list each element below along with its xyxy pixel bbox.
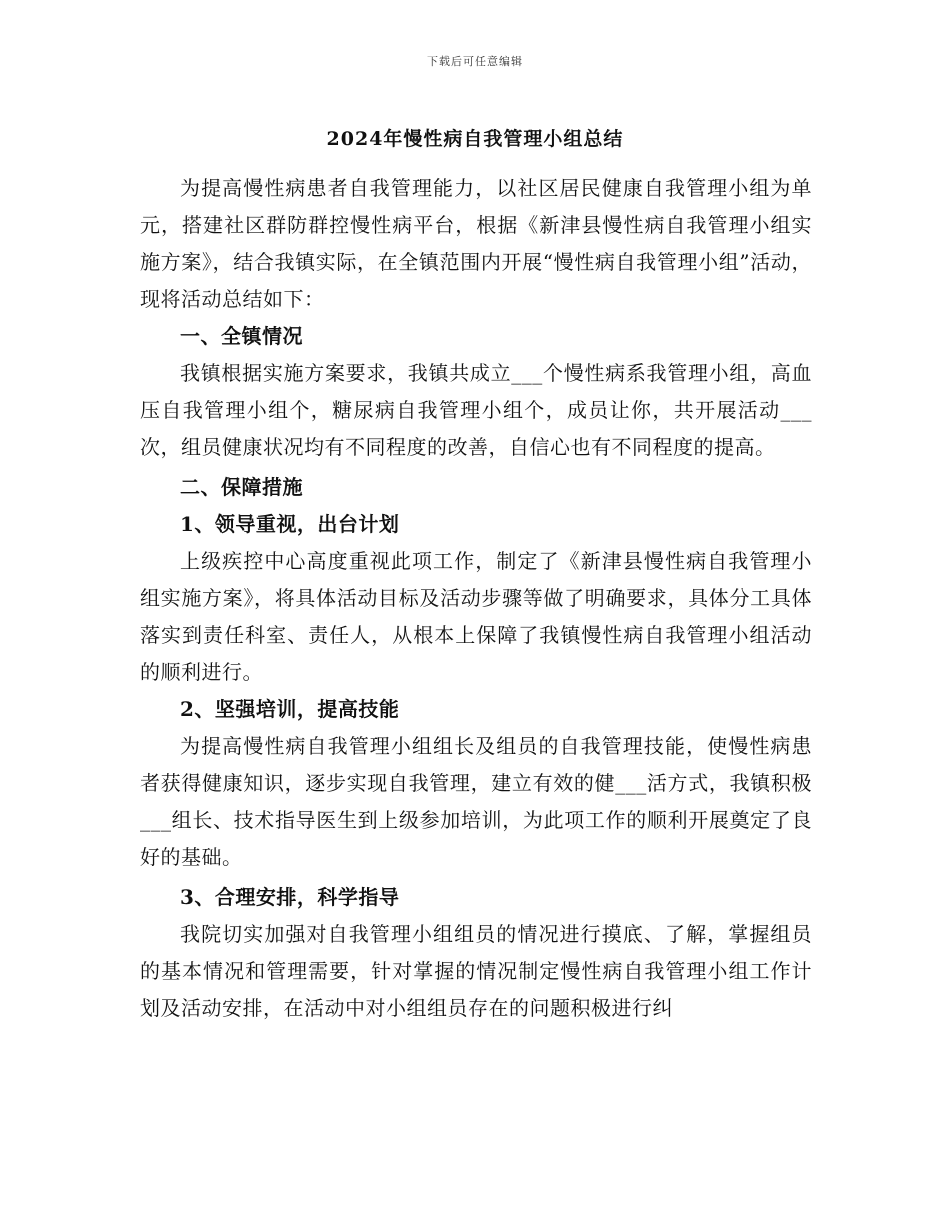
subsection-heading-training: 2、坚强培训，提高技能 bbox=[180, 697, 400, 721]
guidance-paragraph: 我院切实加强对自我管理小组组员的情况进行摸底、了解，掌握组员的基本情况和管理需要，针对掌握的情况制定慢性病自我管理小组工作计划及活动安排，在活动中对小组组员存在的问题积极进行纠 bbox=[140, 922, 812, 1020]
subsection-heading-leadership: 1、领导重视，出台计划 bbox=[180, 512, 400, 536]
overview-paragraph: 我镇根据实施方案要求，我镇共成立___个慢性病系我管理小组，高血压自我管理小组个，糖尿病自我管理小组个，成员让你，共开展活动___次，组员健康状况均有不同程度的改善，自信心也有不同程度的提高。 bbox=[140, 361, 812, 459]
page-title: 2024年慢性病自我管理小组总结 bbox=[326, 128, 624, 150]
leadership-paragraph: 上级疾控中心高度重视此项工作，制定了《新津县慢性病自我管理小组实施方案》，将具体活动目标及活动步骤等做了明确要求，具体分工具体落实到责任科室、责任人，从根本上保障了我镇慢性病自我管理小组活动的顺利进行。 bbox=[140, 549, 812, 684]
section-heading-measures: 二、保障措施 bbox=[180, 475, 303, 499]
header-note: 下载后可任意编辑 bbox=[427, 55, 523, 68]
subsection-heading-guidance: 3、合理安排，科学指导 bbox=[180, 885, 400, 909]
document-body bbox=[140, 170, 812, 1027]
section-heading-overview: 一、全镇情况 bbox=[180, 324, 303, 348]
intro-paragraph: 为提高慢性病患者自我管理能力，以社区居民健康自我管理小组为单元，搭建社区群防群控慢性病平台，根据《新津县慢性病自我管理小组实施方案》，结合我镇实际，在全镇范围内开展“慢性病自我管理小组”活动，现将活动总结如下： bbox=[140, 176, 812, 311]
training-paragraph: 为提高慢性病自我管理小组组长及组员的自我管理技能，使慢性病患者获得健康知识，逐步实现自我管理，建立有效的健___活方式，我镇积极___组长、技术指导医生到上级参加培训，为此项工作的顺利开展奠定了良好的基础。 bbox=[140, 734, 812, 869]
